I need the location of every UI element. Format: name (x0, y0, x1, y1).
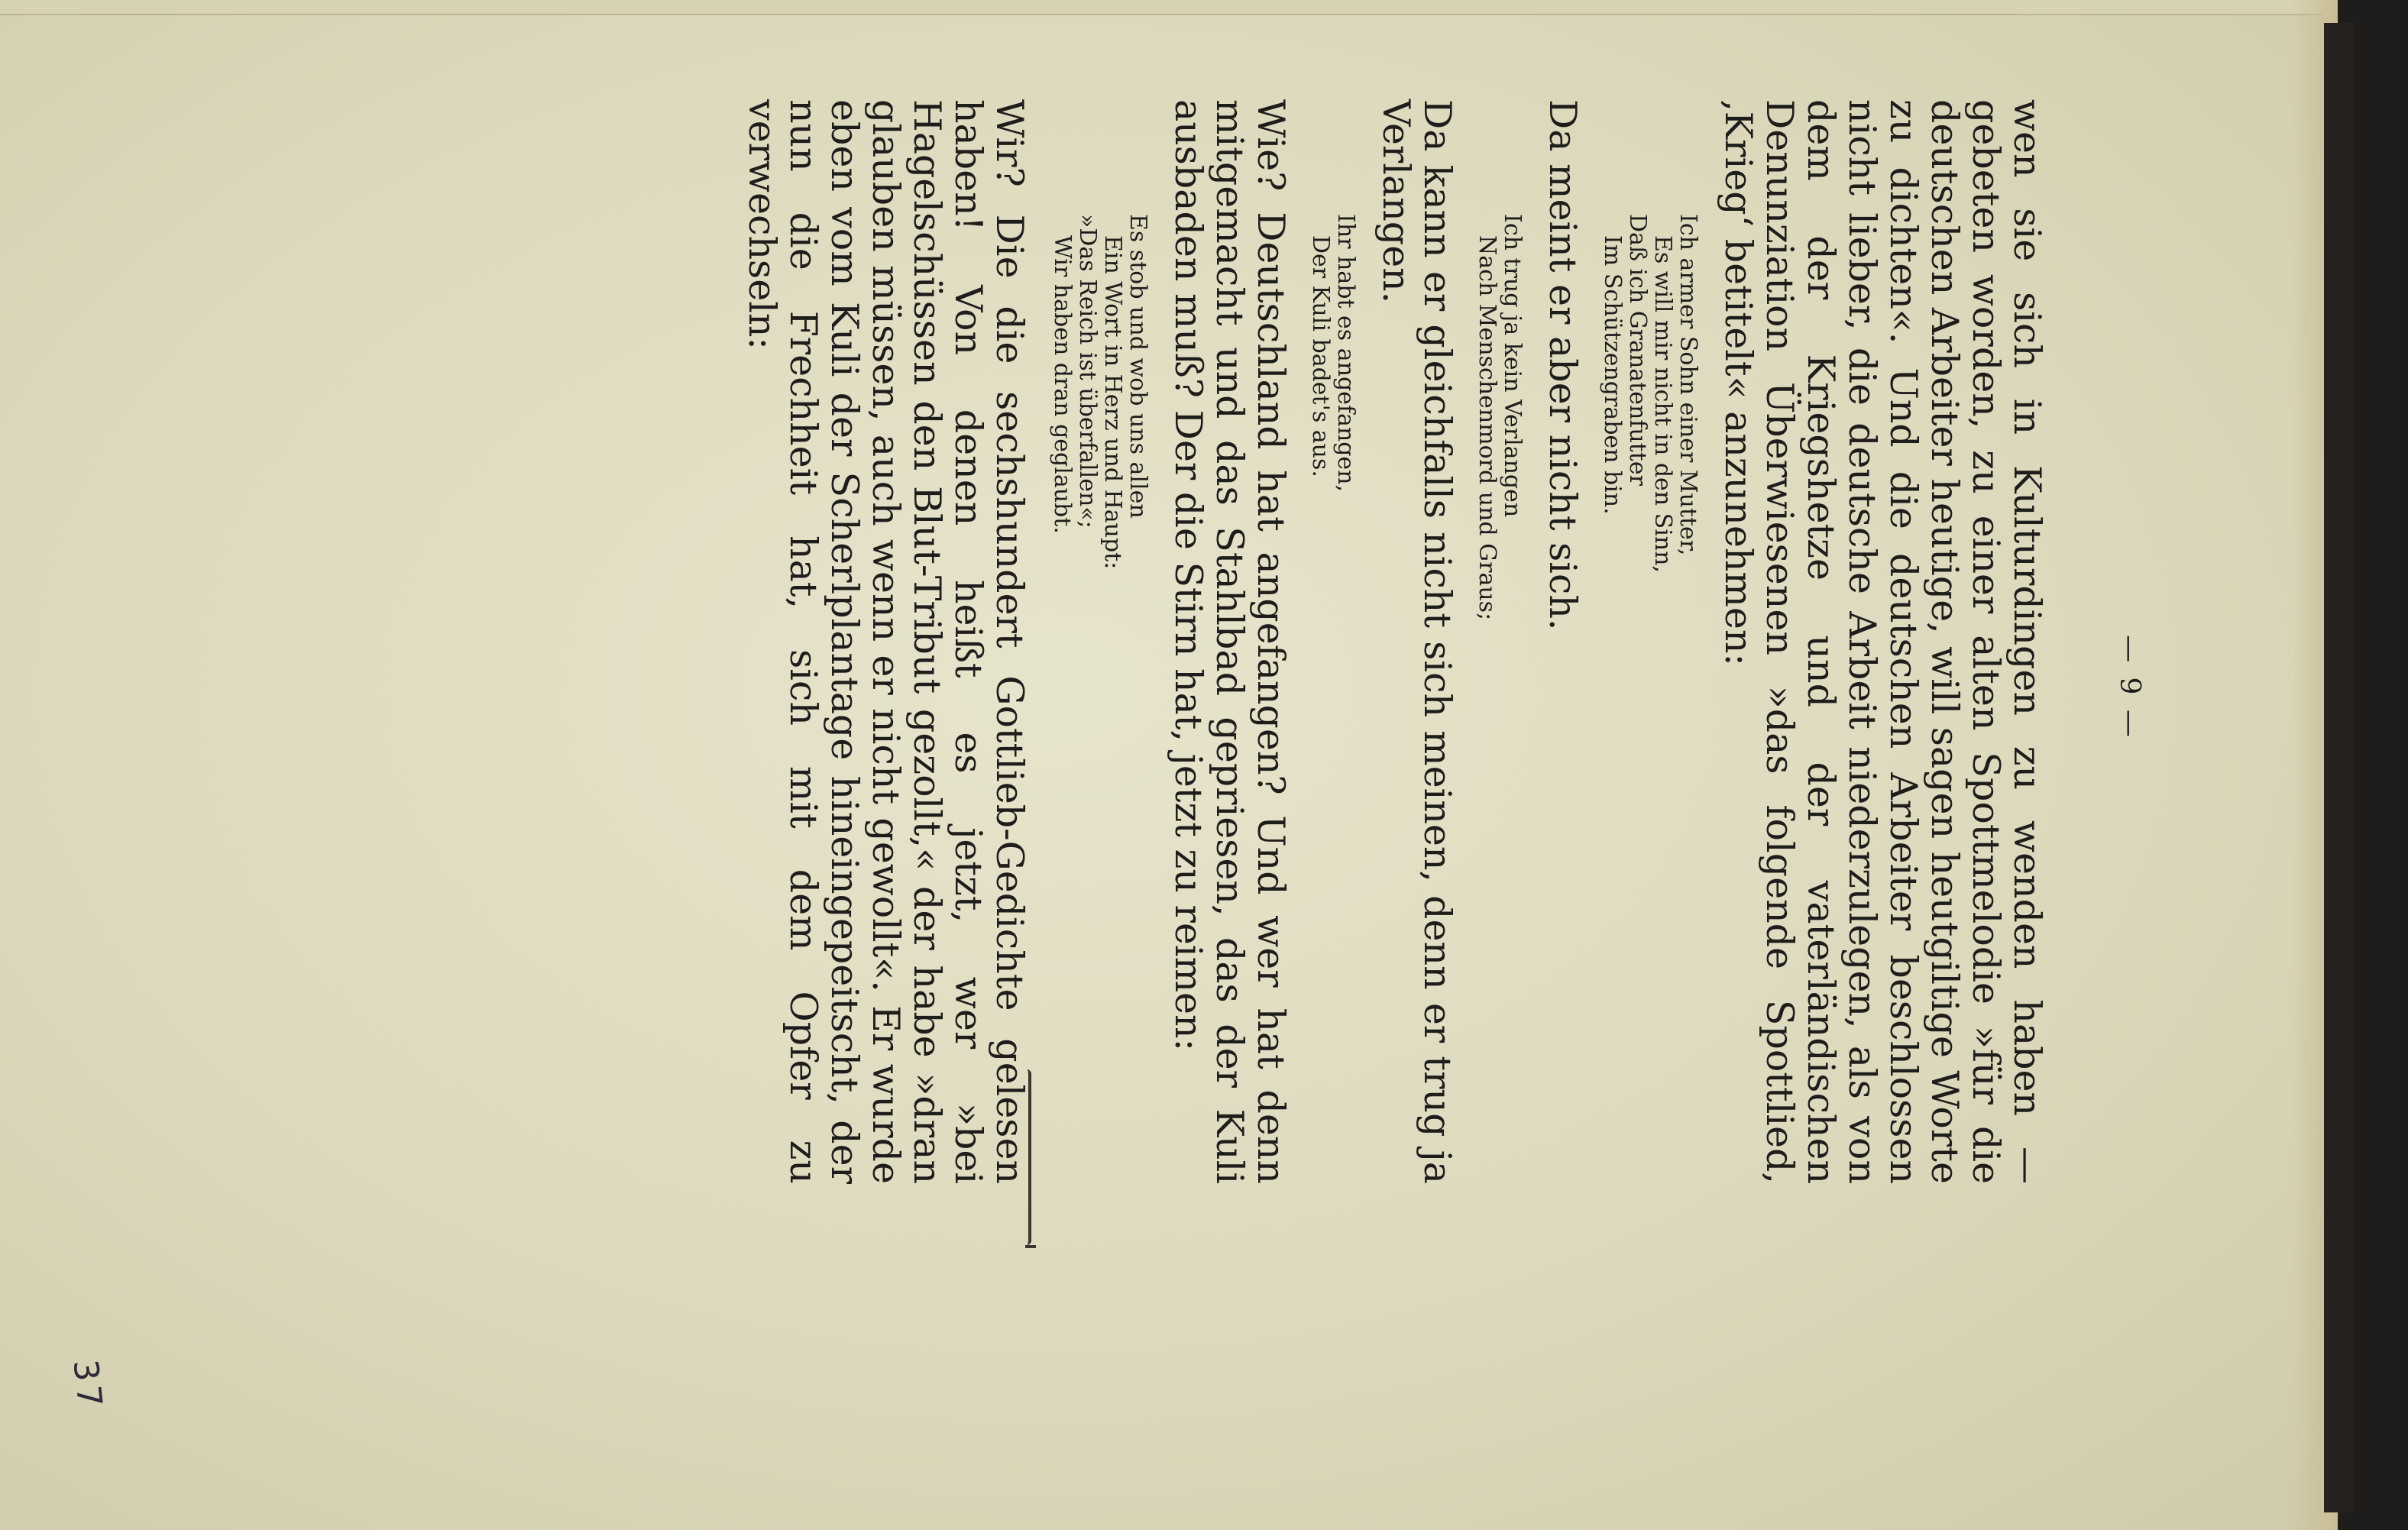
binding-spine (2324, 23, 2353, 1512)
verse-line: Es will mir nicht in den Sinn, (1649, 235, 1676, 573)
paragraph-2: Da meint er aber nicht sich. (1541, 99, 1584, 631)
paragraph-4: Wie? Deutschland hat angefangen? Und wer hat denn mitgemacht und das Stahlbad gepriesen, das der Kuli ausbaden muß? Der die Stirn hat, jetzt zu reimen: (1167, 99, 1293, 1184)
verse-line: Ihr habt es angefangen, (1332, 214, 1359, 493)
verse-line: Im Schützengraben bin. (1599, 235, 1626, 515)
verse-line: Der Kuli badet's aus. (1307, 235, 1334, 477)
verse-line: Ich armer Sohn einer Mutter, (1675, 214, 1701, 556)
verse-line: Es stob und wob uns allen (1125, 214, 1151, 519)
paragraph-5: Wir? Die die sechshundert Gottlieb-Gedichte gelesen haben! Von denen heißt es jetzt, wer »bei Hagelschüssen den Blut-Tribut gezollt,« der habe »dran glauben müssen, auch wenn er nicht gewollt«. Er wurde eben vom Kuli der Scherlplantage hineingepeitscht, der nun die Frechheit hat, sich mit dem Opfer zu verwechseln: (740, 99, 1031, 1184)
verse-line: Nach Menschenmord und Graus; (1474, 235, 1500, 621)
verse-line: Daß ich Granatenfutter (1624, 214, 1651, 486)
paragraph-3: Da kann er gleichfalls nicht sich meinen, denn er trug ja Verlangen. (1374, 99, 1459, 1184)
page-number: — 9 — (2114, 635, 2145, 740)
paragraph-1: wen sie sich in Kulturdingen zu wenden haben — gebeten worden, zu einer alten Spottmelodie »für die deutschen Arbeiter heutige, will sagen heutgiltige Worte zu dichten«. Und die deutschen Arbeiter beschlossen nicht lieber, die deutsche Arbeit niederzulegen, als von dem der Kriegshetze und der vaterländischen Denunziation Überwiesenen »das folgende Spottlied, ‚Krieg‘ betitelt« anzunehmen: (1717, 99, 2049, 1184)
verse-1 (1600, 214, 1701, 1184)
verse-2 (1474, 214, 1525, 1184)
verse-line: Wir haben dran geglaubt. (1049, 235, 1076, 534)
verse-3 (1308, 214, 1358, 1184)
pencil-margin-mark (1018, 1069, 1031, 1245)
body-text (741, 99, 2047, 1184)
verse-4 (1050, 214, 1151, 1184)
handwritten-page-number: 37 (65, 1357, 110, 1414)
verse-line: »Das Reich ist überfallen«; (1074, 214, 1101, 529)
verse-line: Ein Wort in Herz und Haupt: (1099, 235, 1126, 570)
verse-line: Ich trug ja kein Verlangen (1499, 214, 1526, 518)
